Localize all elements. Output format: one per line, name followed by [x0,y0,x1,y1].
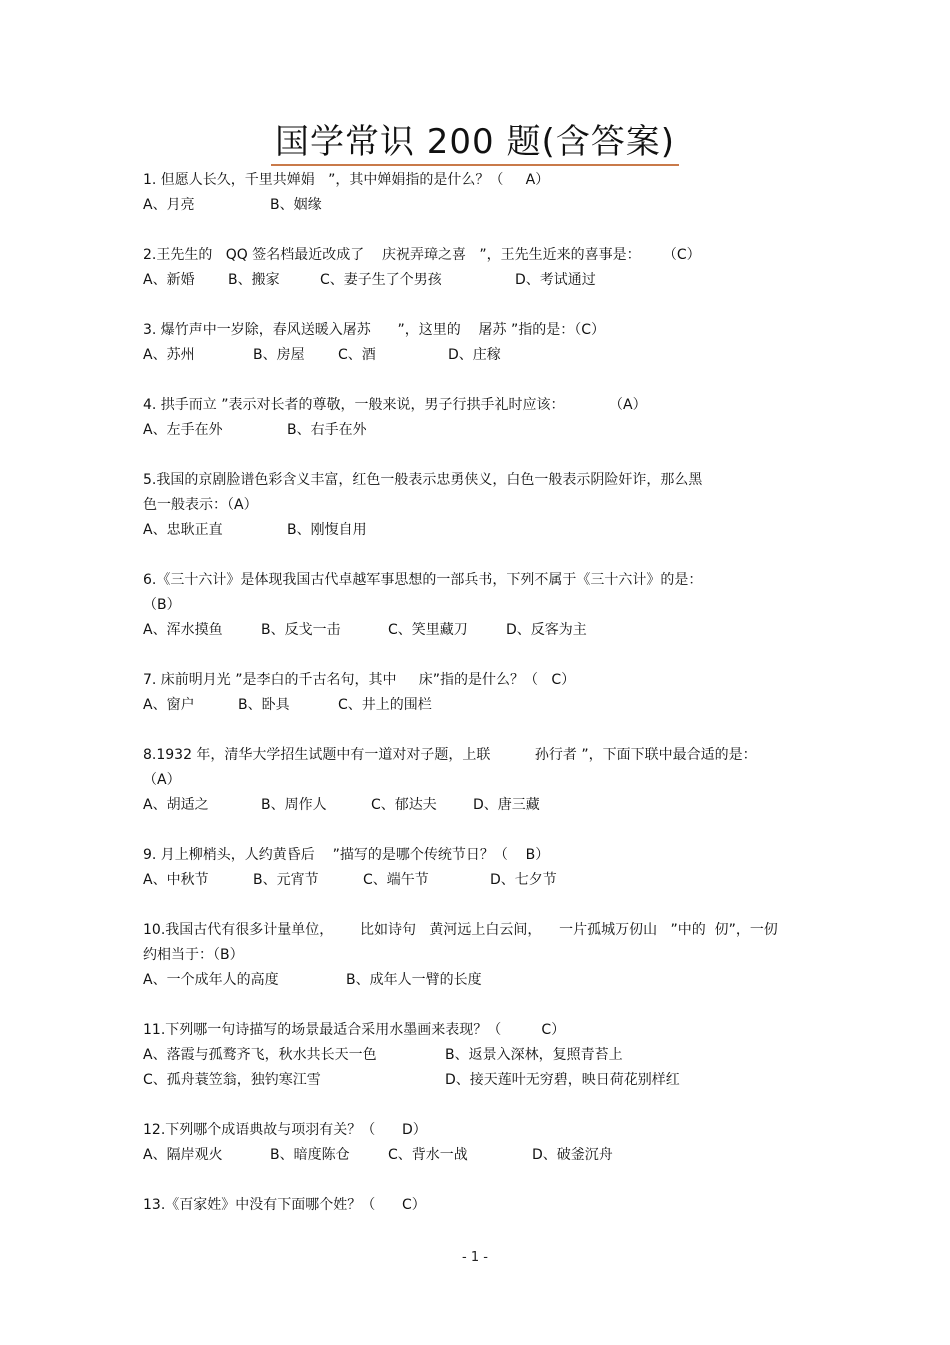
answer-options [143,418,823,443]
answer-option: C、端午节 [363,872,429,888]
answer-option: B、房屋 [253,347,305,363]
question-item [143,743,823,818]
answer-option: C、郁达夫 [371,797,437,813]
answer-options [143,693,823,718]
question-item [143,568,823,643]
question-stem: 2.王先生的 QQ 签名档最近改成了 庆祝弄璋之喜 ”，王先生近来的喜事是： （C） [143,247,701,263]
answer-option: B、搬家 [228,272,280,288]
answer-option: B、刚愎自用 [287,522,367,538]
answer-option: C、笑里藏刀 [388,622,468,638]
question-stem: 5.我国的京剧脸谱色彩含义丰富，红色一般表示忠勇侠义，白色一般表示阴险奸诈，那么黑 [143,472,703,488]
question-stem: 10.我国古代有很多计量单位， 比如诗句 黄河远上白云间， 一片孤城万仞山 ”中的 仞”，一仞 [143,922,778,938]
answer-option: A、落霞与孤鹜齐飞，秋水共长天一色 [143,1047,377,1063]
question-stem: 7. 床前明月光 ”是李白的千古名句，其中 床”指的是什么？（ C） [143,672,576,688]
answer-option: B、周作人 [261,797,327,813]
answer-options [143,968,823,993]
page-number: - 1 - [462,1250,488,1265]
answer-options [143,1043,823,1068]
answer-options [143,1068,823,1093]
answer-option: A、隔岸观火 [143,1147,223,1163]
question-stem: 9. 月上柳梢头，人约黄昏后 ”描写的是哪个传统节日？（ B） [143,847,550,863]
answer-options [143,1143,823,1168]
question-item [143,668,823,718]
answer-option: A、月亮 [143,197,195,213]
answer-option: A、忠耿正直 [143,522,223,538]
question-stem: 11.下列哪一句诗描写的场景最适合采用水墨画来表现？（ C） [143,1022,566,1038]
question-stem: 1. 但愿人长久，千里共婵娟 ”，其中婵娟指的是什么？（ A） [143,172,550,188]
question-stem: 3. 爆竹声中一岁除，春风送暖入屠苏 ”，这里的 屠苏 ”指的是：（C） [143,322,606,338]
title-container [0,122,950,166]
answer-option: D、庄稼 [448,347,501,363]
answer-option: B、反戈一击 [261,622,341,638]
question-item [143,318,823,368]
answer-option: A、中秋节 [143,872,209,888]
question-stem: 12.下列哪个成语典故与项羽有关？（ D） [143,1122,427,1138]
answer-option: A、苏州 [143,347,195,363]
answer-option: D、考试通过 [515,272,596,288]
answer-option: C、妻子生了个男孩 [320,272,442,288]
answer-option: A、胡适之 [143,797,209,813]
question-stem-continued: 约相当于：（B） [143,947,244,963]
question-item [143,843,823,893]
answer-option: B、返景入深林，复照青苔上 [445,1047,623,1063]
question-item [143,243,823,293]
document-title: 国学常识 200 题(含答案) [271,122,679,166]
answer-option: A、窗户 [143,697,195,713]
question-item [143,1118,823,1168]
answer-options [143,518,823,543]
answer-option: C、背水一战 [388,1147,468,1163]
answer-option: A、浑水摸鱼 [143,622,223,638]
question-stem-continued: 色一般表示：（A） [143,497,258,513]
answer-option: C、井上的围栏 [338,697,432,713]
question-stem: 13.《百家姓》中没有下面哪个姓？（ C） [143,1197,426,1213]
answer-option: B、元宵节 [253,872,319,888]
question-item [143,468,823,543]
answer-options [143,793,823,818]
answer-options [143,343,823,368]
question-stem-continued: （B） [143,597,181,613]
question-item [143,168,823,218]
question-stem: 6.《三十六计》是体现我国古代卓越军事思想的一部兵书，下列不属于《三十六计》的是： [143,572,703,588]
question-item [143,1018,823,1093]
answer-option: B、卧具 [238,697,290,713]
answer-options [143,193,823,218]
answer-option: C、酒 [338,347,376,363]
answer-option: D、七夕节 [490,872,557,888]
answer-options [143,868,823,893]
answer-option: A、新婚 [143,272,195,288]
answer-option: B、右手在外 [287,422,367,438]
answer-option: B、暗度陈仓 [270,1147,350,1163]
answer-option: D、破釜沉舟 [532,1147,613,1163]
answer-options [143,618,823,643]
answer-option: B、姻缘 [270,197,322,213]
answer-option: D、接天莲叶无穷碧，映日荷花别样红 [445,1072,680,1088]
answer-option: D、唐三藏 [473,797,540,813]
question-item [143,1193,823,1218]
question-item [143,918,823,993]
answer-option: A、一个成年人的高度 [143,972,279,988]
answer-option: C、孤舟蓑笠翁，独钓寒江雪 [143,1072,321,1088]
answer-option: D、反客为主 [506,622,587,638]
question-stem: 4. 拱手而立 ”表示对长者的尊敬，一般来说，男子行拱手礼时应该： （A） [143,397,647,413]
question-list [143,168,823,1243]
answer-option: A、左手在外 [143,422,223,438]
question-stem-continued: （A） [143,772,181,788]
answer-option: B、成年人一臂的长度 [346,972,482,988]
answer-options [143,268,823,293]
question-stem: 8.1932 年，清华大学招生试题中有一道对对子题，上联 孙行者 ”，下面下联中最合适的是： [143,747,757,763]
question-item [143,393,823,443]
